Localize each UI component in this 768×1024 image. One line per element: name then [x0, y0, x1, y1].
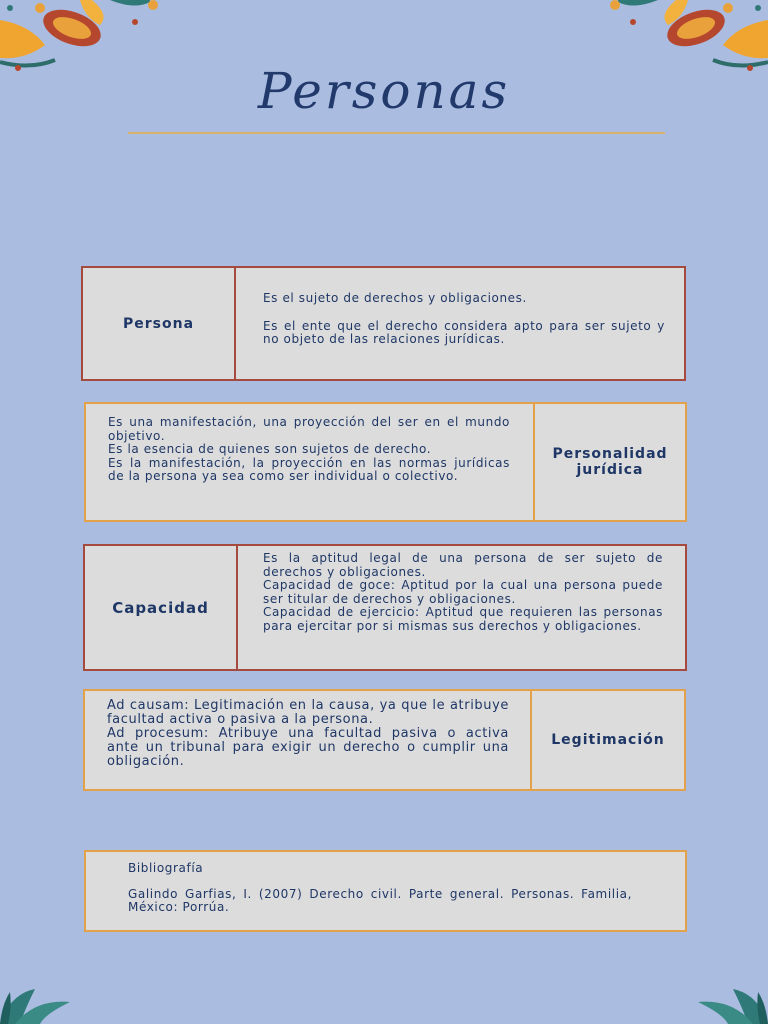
persona-term-cell — [83, 268, 236, 379]
page-title: Personas — [257, 62, 511, 120]
personalidad-juridica-card — [84, 402, 687, 522]
bibliography-content — [128, 862, 632, 915]
personalidad-definition-2: Es la esencia de quienes son sujetos de derecho. — [108, 442, 432, 456]
bibliography-entry: Galindo Garfias, I. (2007) Derecho civil. Parte general. Personas. Familia, México: Porrúa. — [128, 886, 632, 914]
persona-definition-2: Es el ente que el derecho considera apto para ser sujeto y no objeto de las relaciones jurídicas. — [263, 318, 665, 346]
capacidad-term: Capacidad — [112, 598, 209, 617]
personalidad-term: Personalidad jurídica — [552, 446, 668, 478]
legitimacion-term-cell — [530, 691, 684, 789]
capacidad-term-cell — [85, 546, 238, 669]
capacidad-definition-3: Capacidad de ejercicio: Aptitud que requieren las personas para ejercitar por si mismas sus derechos y obligaciones. — [263, 605, 663, 633]
legitimacion-card — [83, 689, 686, 791]
persona-definition-1: Es el sujeto de derechos y obligaciones. — [263, 291, 527, 305]
capacidad-definitions — [263, 552, 663, 633]
personalidad-term-cell — [533, 404, 685, 520]
capacidad-definition-1: Es la aptitud legal de una persona de ser sujeto de derechos y obligaciones. — [263, 551, 663, 579]
bibliography-card — [84, 850, 687, 932]
personalidad-definition-3: Es la manifestación, la proyección en las normas jurídicas de la persona ya sea como ser individual o colectivo. — [108, 455, 510, 483]
persona-term: Persona — [122, 315, 195, 332]
persona-definitions — [263, 292, 665, 347]
capacidad-card — [83, 544, 687, 671]
personalidad-definitions — [108, 416, 510, 484]
legitimacion-term: Legitimación — [551, 732, 665, 748]
legitimacion-definition-1: Ad causam: Legitimación en la causa, ya que le atribuye facultad activa o pasiva a la persona. — [107, 698, 509, 727]
bibliography-heading: Bibliografía — [128, 861, 204, 875]
bottom-left-leaf-decoration — [0, 984, 80, 1024]
title-underline — [128, 132, 665, 134]
legitimacion-definition-2: Ad procesum: Atribuye una facultad pasiva o activa ante un tribunal para exigir un derecho o cumplir una obligación. — [107, 726, 509, 769]
bottom-right-leaf-decoration — [688, 984, 768, 1024]
persona-card — [81, 266, 686, 381]
capacidad-definition-2: Capacidad de goce: Aptitud por la cual una persona puede ser titular de derechos y obligaciones. — [263, 578, 663, 606]
legitimacion-definitions — [107, 699, 509, 769]
personalidad-definition-1: Es una manifestación, una proyección del ser en el mundo objetivo. — [108, 415, 510, 443]
